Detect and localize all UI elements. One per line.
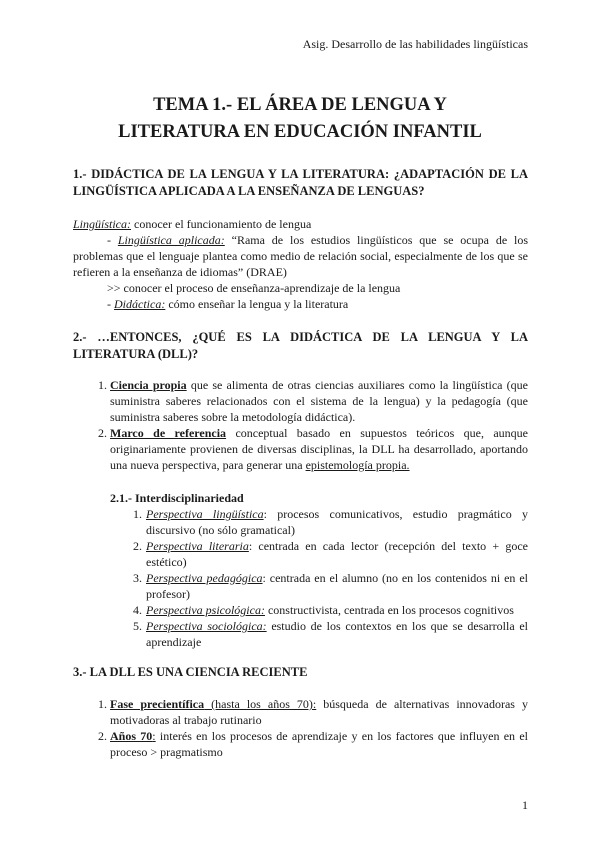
- perspectiva-linguistica-label: Perspectiva lingüística: [146, 507, 264, 521]
- subitem-sociologica: [146, 618, 528, 650]
- title-line-2: LITERATURA EN EDUCACIÓN INFANTIL: [118, 122, 482, 142]
- didactica-label: Didáctica:: [114, 297, 166, 311]
- page-header: Asig. Desarrollo de las habilidades lingüísticas: [302, 37, 528, 51]
- page-number: 1: [522, 798, 528, 812]
- list-item-number: 1.: [98, 697, 107, 711]
- ciencia-propia-text: que se alimenta de otras ciencias auxiliares como la lingüística (que suministra saberes relacionados con el sistema de la lengua) y la pedagogía (que suministra saberes sobre la metodología didáctica).: [110, 378, 529, 424]
- linguistica-text: conocer el funcionamiento de lengua: [131, 217, 312, 231]
- linguistica-label: Lingüística:: [73, 217, 132, 231]
- linguistica-aplicada-text: “Rama de los estudios lingüísticos que se ocupa de los problemas que el lenguaje plantea como medio de relación social, especialmente de los que se refieren a la enseñanza de idiomas” (DRAE): [73, 233, 529, 279]
- arrow-line: >> conocer el proceso de enseñanza-aprendizaje de la lengua: [107, 281, 401, 295]
- epistemologia-text: epistemología propia.: [305, 458, 410, 472]
- subitem-number: 2.: [133, 539, 142, 553]
- subitem-linguistica: [146, 506, 528, 538]
- section-1-heading: 1.- DIDÁCTICA DE LA LENGUA Y LA LITERATURA: ¿ADAPTACIÓN DE LA LINGÜÍSTICA APLICADA A LA ENSEÑANZA DE LENGUAS?: [73, 167, 528, 198]
- list-item-fase-precientifica: [110, 696, 528, 728]
- subitem-literaria: [146, 538, 528, 570]
- dash: -: [107, 233, 118, 247]
- list-item-number: 2.: [98, 729, 107, 743]
- subitem-pedagogica: [146, 570, 528, 602]
- perspectiva-psicologica-text: constructivista, centrada en los procesos cognitivos: [264, 603, 514, 617]
- perspectiva-linguistica-text: : procesos comunicativos, estudio pragmático y discursivo (no sólo gramatical): [146, 507, 529, 537]
- subitem-number: 4.: [133, 603, 142, 617]
- marco-referencia-label: Marco de referencia: [110, 426, 227, 440]
- anos-70-label: Años 70: [110, 729, 153, 743]
- title-line-1: TEMA 1.- EL ÁREA DE LENGUA Y: [153, 95, 447, 115]
- perspectiva-sociologica-label: Perspectiva sociológica:: [146, 619, 267, 633]
- dash: -: [107, 297, 114, 311]
- list-item-anos-70: [110, 728, 528, 760]
- perspectiva-literaria-label: Perspectiva literaria: [146, 539, 249, 553]
- anos-70-colon: :: [152, 729, 156, 743]
- subitem-number: 3.: [133, 571, 142, 585]
- page-title: [70, 92, 530, 146]
- list-item-marco-referencia: [110, 425, 528, 473]
- subitem-number: 5.: [133, 619, 142, 633]
- perspectiva-literaria-text: : centrada en cada lector (recepción del texto + goce estético): [146, 539, 528, 569]
- subitem-number: 1.: [133, 507, 142, 521]
- perspectiva-psicologica-label: Perspectiva psicológica:: [146, 603, 265, 617]
- linguistica-aplicada-para: [73, 232, 528, 280]
- marco-referencia-text: conceptual basado en supuestos teóricos que, aunque originariamente provienen de diversas disciplinas, la DLL ha desarrollado, aportando una nueva perspectiva, para generar una: [110, 426, 528, 472]
- fase-precientifica-date: (hasta los años 70):: [204, 697, 317, 711]
- linguistica-aplicada-label: Lingüística aplicada:: [117, 233, 225, 247]
- perspectiva-pedagogica-text: : centrada en el alumno (no en los contenidos ni en el profesor): [146, 571, 528, 601]
- fase-precientifica-label: Fase precientífica: [110, 697, 205, 711]
- didactica-line: [107, 296, 528, 312]
- fase-precientifica-text: búsqueda de alternativas innovadoras y motivadoras al trabajo rutinario: [110, 697, 528, 727]
- didactica-text: cómo enseñar la lengua y la literatura: [165, 297, 349, 311]
- subsection-heading: 2.1.- Interdisciplinariedad: [110, 491, 244, 505]
- list-item-ciencia-propia: [110, 377, 528, 425]
- linguistica-line: [73, 216, 528, 232]
- section-3-heading: 3.- LA DLL ES UNA CIENCIA RECIENTE: [73, 665, 308, 679]
- subitem-psicologica: [146, 602, 528, 618]
- ciencia-propia-label: Ciencia propia: [110, 378, 187, 392]
- perspectiva-pedagogica-label: Perspectiva pedagógica: [146, 571, 263, 585]
- section-2-heading: 2.- …ENTONCES, ¿QUÉ ES LA DIDÁCTICA DE LA LENGUA Y LA LITERATURA (DLL)?: [73, 330, 528, 361]
- perspectiva-sociologica-text: estudio de los contextos en los que se desarrolla el aprendizaje: [146, 619, 528, 649]
- anos-70-text: interés en los procesos de aprendizaje y en los factores que influyen en el proceso > pragmatismo: [110, 729, 528, 759]
